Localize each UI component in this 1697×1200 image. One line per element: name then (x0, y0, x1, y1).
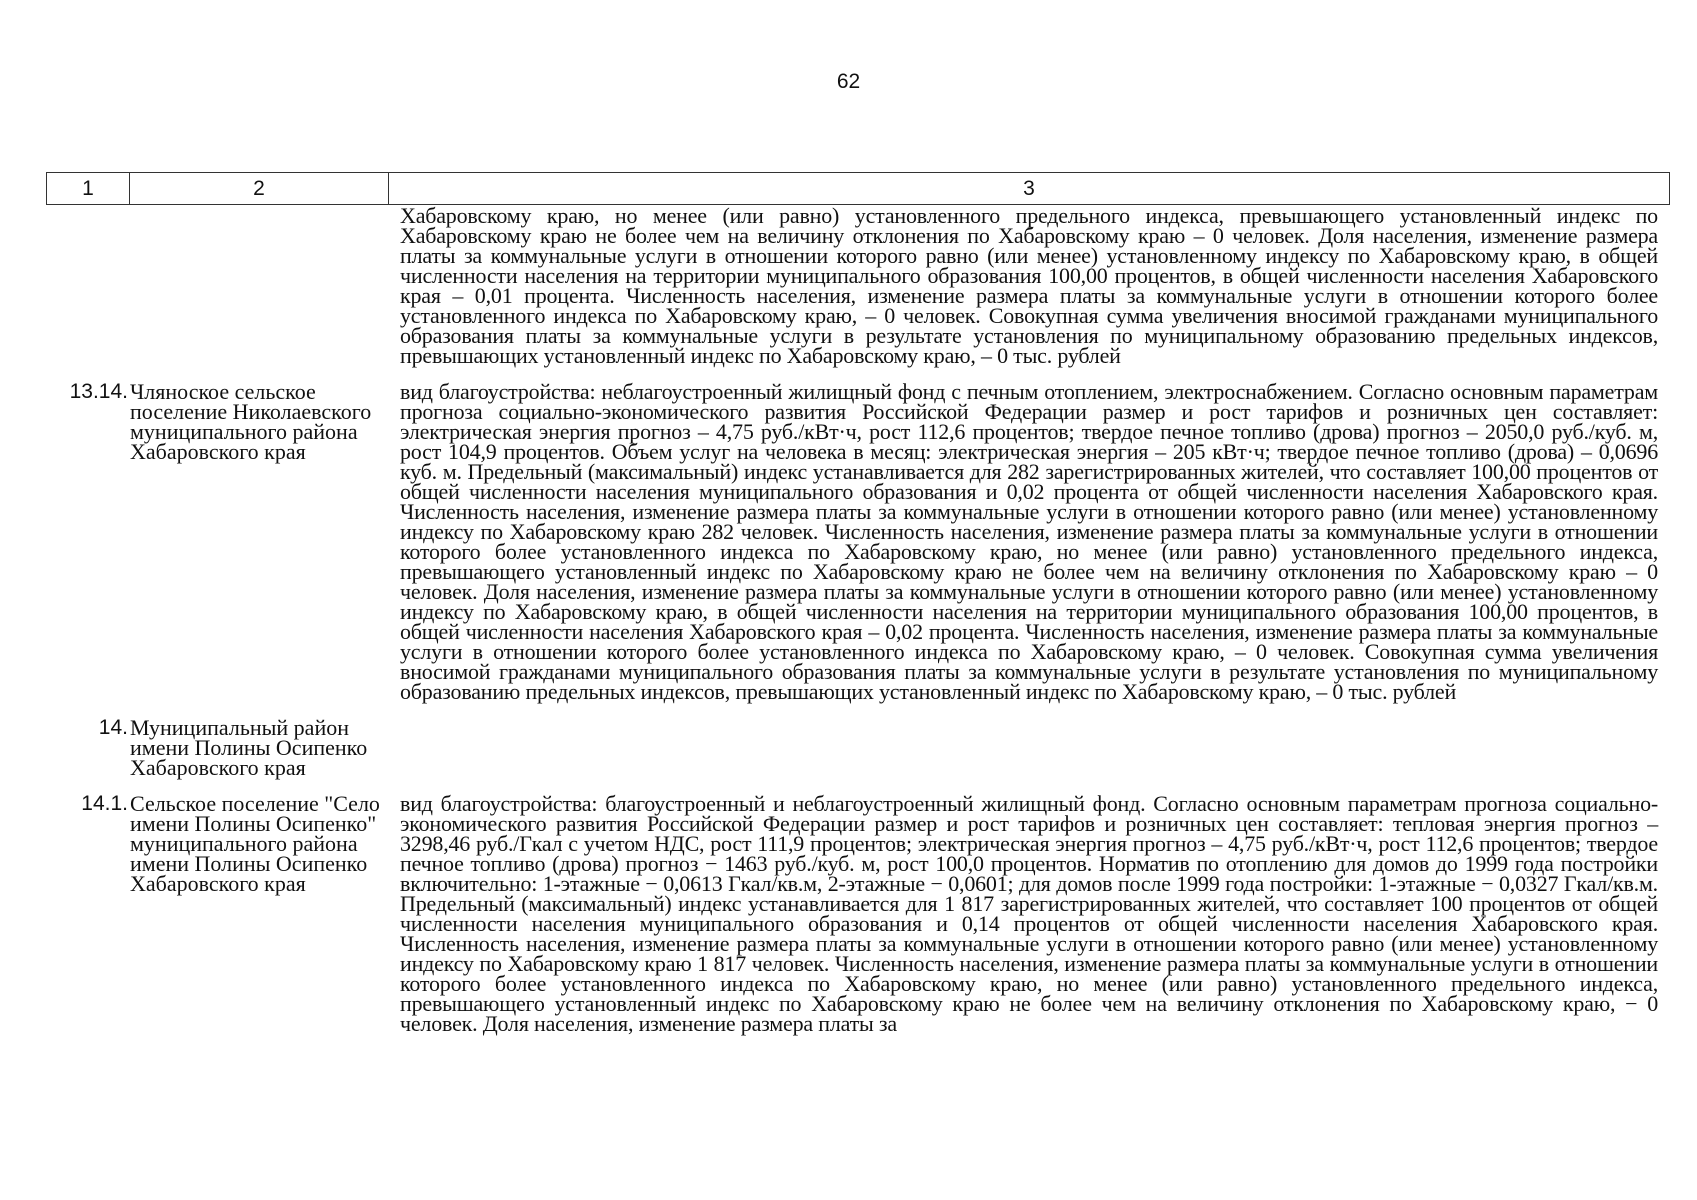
row-description: вид благоустройства: благоустроенный и неблагоустроенный жилищный фонд. Согласно основным параметрам прогноза социально-экономического развития Российской Федерации размер и рост тарифов и розничных цен составляет: тепловая энергия прогноз – 3298,46 руб./Гкал с учетом НДС, рост 111,9 процентов; электрическая энергия прогноз – 4,75 руб./кВт·ч, рост 112,6 процентов; твердое печное топливо (дрова) прогноз − 1463 руб./куб. м, рост 100,0 процентов. Норматив по отоплению для домов до 1999 года постройки включительно: 1-этажные − 0,0613 Гкал/кв.м, 2-этажные − 0,0601; для домов после 1999 года постройки: 1-этажные − 0,0327 Гкал/кв.м. Предельный (максимальный) индекс устанавливается для 1 817 зарегистрированных жителей, что составляет 100 процентов от общей численности населения муниципального образования и 0,14 процентов от общей численности населения Хабаровского края. Численность населения, изменение размера платы за коммунальные услуги в отношении которого равно (или менее) установленному индексу по Хабаровскому краю 1 817 человек. Численность населения, изменение размера платы за коммунальные услуги в отношении которого более установленного индекса по Хабаровскому краю, но менее (или равно) установленного предельного индекса, превышающего установленный индекс по Хабаровскому краю не более чем на величину отклонения по Хабаровскому краю, − 0 человек. Доля населения, изменение размера платы за (400, 791, 1658, 1036)
municipality-name: Чляноское сельское поселение Николаевского муниципального района Хабаровского края (130, 379, 372, 464)
row-description: Хабаровскому краю, но менее (или равно) установленного предельного индекса, превышающего установленный индекс по Хабаровскому краю не более чем на величину отклонения по Хабаровскому краю – 0 человек. Доля населения, изменение размера платы за коммунальные услуги в отношении которого равно (или менее) установленному индексу по Хабаровскому краю, в общей численности населения на территории муниципального образования 100,00 процентов, в общей численности населения Хабаровского края – 0,01 процента. Численность населения, изменение размера платы за коммунальные услуги в отношении которого более установленного индекса по Хабаровскому краю, – 0 человек. Совокупная сумма увеличения вносимой гражданами муниципального образования платы за коммунальные услуги в результате установления по муниципальному образованию предельных индексов, превышающих установленный индекс по Хабаровскому краю, – 0 тыс. рублей (400, 203, 1658, 368)
table-row (46, 715, 1670, 780)
table-body (46, 203, 1670, 1050)
table-header (46, 172, 1670, 205)
page-number: 62 (836, 70, 861, 93)
table-row (46, 379, 1670, 704)
column-header-1: 1 (47, 173, 130, 205)
column-header-2: 2 (130, 173, 389, 205)
municipality-name: Сельское поселение "Село имени Полины Осипенко" муниципального района имени Полины Осипенко Хабаровского края (130, 791, 380, 896)
row-number: 14.1. (81, 792, 128, 815)
column-header-3: 3 (389, 173, 1670, 205)
table-row (46, 791, 1670, 1036)
row-number: 13.14. (69, 380, 128, 403)
municipality-name: Муниципальный район имени Полины Осипенко Хабаровского края (130, 715, 368, 780)
row-number: 14. (98, 716, 128, 739)
table-row (46, 203, 1670, 368)
row-description: вид благоустройства: неблагоустроенный жилищный фонд с печным отоплением, электроснабжением. Согласно основным параметрам прогноза социально-экономического развития Российской Федерации размер и рост тарифов и розничных цен составляет: электрическая энергия прогноз – 4,75 руб./кВт·ч, рост 112,6 процентов; твердое печное топливо (дрова) прогноз – 2050,0 руб./куб. м, рост 104,9 процентов. Объем услуг на человека в месяц: электрическая энергия – 205 кВт·ч; твердое печное топливо (дрова) – 0,0696 куб. м. Предельный (максимальный) индекс устанавливается для 282 зарегистрированных жителей, что составляет 100,00 процентов от общей численности населения муниципального образования и 0,02 процента от общей численности населения Хабаровского края. Численность населения, изменение размера платы за коммунальные услуги в отношении которого равно (или менее) установленному индексу по Хабаровскому краю 282 человек. Численность населения, изменение размера платы за коммунальные услуги в отношении которого более установленного индекса по Хабаровскому краю, но менее (или равно) установленного предельного индекса, превышающего установленный индекс по Хабаровскому краю не более чем на величину отклонения по Хабаровскому краю – 0 человек. Доля населения, изменение размера платы за коммунальные услуги в отношении которого равно (или менее) установленному индексу по Хабаровскому краю, в общей численности населения на территории муниципального образования 100,00 процентов, в общей численности населения Хабаровского края – 0,02 процента. Численность населения, изменение размера платы за коммунальные услуги в отношении которого более установленного индекса по Хабаровскому краю, – 0 человек. Совокупная сумма увеличения вносимой гражданами муниципального образования платы за коммунальные услуги в результате установления по муниципальному образованию предельных индексов, превышающих установленный индекс по Хабаровскому краю, – 0 тыс. рублей (400, 379, 1658, 704)
